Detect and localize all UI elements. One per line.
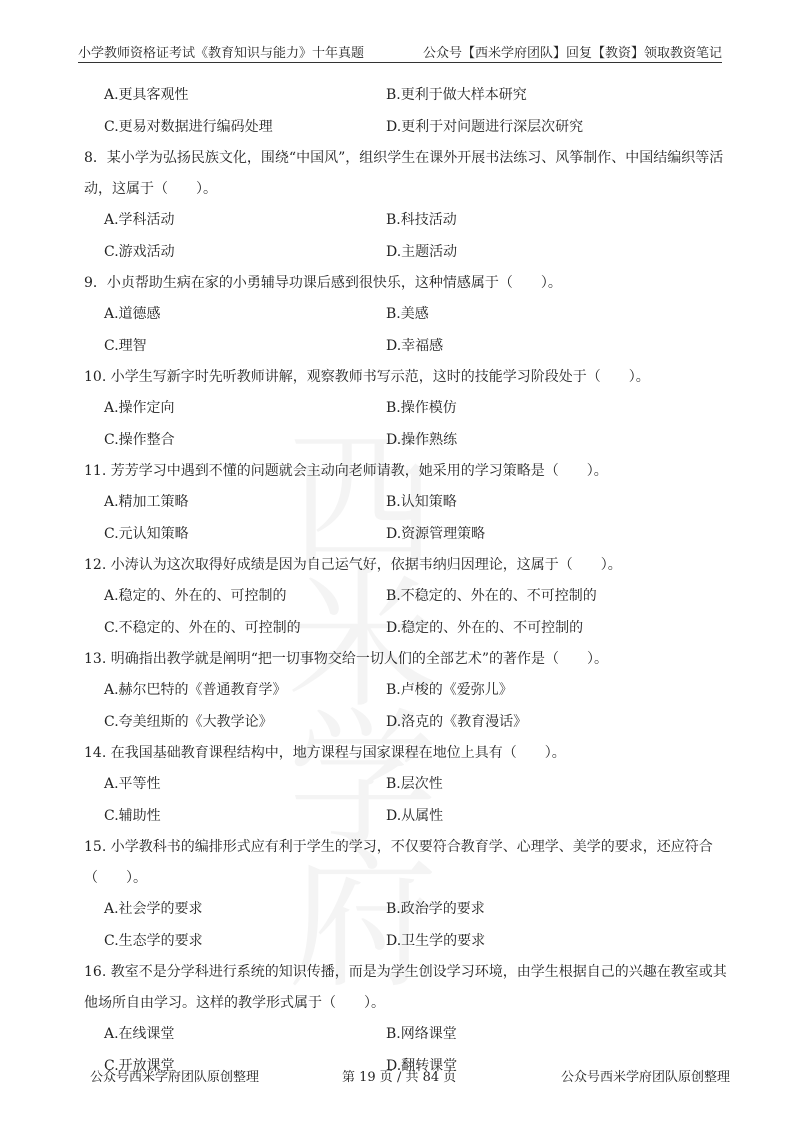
answer-option: A.平等性 (104, 776, 161, 792)
header-promo: 公众号【西米学府团队】回复【教资】领取教资笔记 (422, 46, 722, 61)
answer-option: D.洛克的《教育漫话》 (386, 713, 528, 730)
question-stem: 13. 明确指出教学就是阐明“把一切事物交给一切人们的全部艺术”的著作是（ ）。 (84, 651, 609, 667)
question-stem: 9．小贞帮助生病在家的小勇辅导功课后感到很快乐，这种情感属于（ ）。 (84, 275, 562, 291)
answer-option: B.更利于做大样本研究 (386, 87, 527, 103)
question-list (84, 80, 734, 1082)
option-grid (104, 769, 734, 832)
page-footer (90, 1066, 730, 1086)
answer-option: A.社会学的要求 (104, 901, 203, 917)
option-grid (104, 581, 734, 644)
answer-option: A.稳定的、外在的、可控制的 (104, 588, 287, 604)
answer-option: B.科技活动 (386, 212, 457, 228)
answer-option: B.认知策略 (386, 494, 457, 510)
answer-option: C.理智 (104, 337, 147, 354)
answer-option: D.更利于对问题进行深层次研究 (386, 118, 584, 135)
answer-option: A.在线课堂 (104, 1026, 175, 1042)
question-item (84, 644, 734, 738)
answer-option: B.政治学的要求 (386, 901, 485, 917)
footer-right: 公众号西米学府团队原创整理 (560, 1070, 730, 1085)
answer-option: D.稳定的、外在的、不可控制的 (386, 619, 584, 636)
answer-option: D.操作熟练 (386, 431, 458, 448)
answer-option: C.更易对数据进行编码处理 (104, 118, 273, 135)
question-item (84, 738, 734, 832)
answer-option: B.卢梭的《爱弥儿》 (386, 682, 513, 698)
page-header (78, 38, 722, 63)
question-stem: 16. 教室不是分学科进行系统的知识传播，而是为学生创设学习环境，由学生根据自己的兴趣在教室或其他场所自由学习。这样的教学形式属于（ ）。 (84, 964, 727, 1011)
answer-option: D.资源管理策略 (386, 525, 486, 542)
question-item (84, 550, 734, 644)
question-stem: 12. 小涛认为这次取得好成绩是因为自己运气好，依据韦纳归因理论，这属于（ ）。 (84, 557, 622, 573)
answer-option: C.游戏活动 (104, 243, 175, 260)
question-item (84, 832, 734, 957)
question-item (84, 362, 734, 456)
answer-option: C.操作整合 (104, 431, 175, 448)
answer-option: D.主题活动 (386, 243, 458, 260)
question-item (84, 456, 734, 550)
answer-option: B.不稳定的、外在的、不可控制的 (386, 588, 597, 604)
answer-option: A.道德感 (104, 306, 161, 322)
answer-option: B.网络课堂 (386, 1026, 457, 1042)
option-grid (104, 894, 734, 957)
answer-option: D.卫生学的要求 (386, 932, 486, 949)
option-grid (104, 487, 734, 550)
answer-option: A.操作定向 (104, 400, 175, 416)
question-item (84, 957, 734, 1082)
answer-option: D.从属性 (386, 807, 444, 824)
answer-option: A.学科活动 (104, 212, 175, 228)
option-grid (104, 393, 734, 456)
answer-option: D.翻转课堂 (386, 1057, 458, 1074)
question-stem: 11. 芳芳学习中遇到不懂的问题就会主动向老师请教，她采用的学习策略是（ ）。 (84, 463, 608, 479)
answer-option: C.元认知策略 (104, 525, 189, 542)
answer-option: A.更具客观性 (104, 87, 189, 103)
question-item (84, 143, 734, 268)
option-grid (104, 205, 734, 268)
answer-option: C.开放课堂 (104, 1057, 175, 1074)
option-grid (104, 675, 734, 738)
answer-option: B.美感 (386, 306, 429, 322)
answer-option: B.层次性 (386, 776, 443, 792)
question-item (84, 80, 734, 143)
question-stem: 15. 小学教科书的编排形式应有利于学生的学习，不仅要符合教育学、心理学、美学的要求，还应符合（ ）。 (84, 839, 713, 886)
question-item (84, 268, 734, 362)
answer-option: A.精加工策略 (104, 494, 189, 510)
option-grid (104, 80, 734, 143)
answer-option: C.不稳定的、外在的、可控制的 (104, 619, 301, 636)
header-title: 小学教师资格证考试《教育知识与能力》十年真题 (78, 46, 365, 61)
answer-option: C.夸美纽斯的《大教学论》 (104, 713, 273, 730)
option-grid (104, 299, 734, 362)
answer-option: A.赫尔巴特的《普通教育学》 (104, 682, 287, 698)
answer-option: D.幸福感 (386, 337, 444, 354)
question-stem: 10. 小学生写新字时先听教师讲解，观察教师书写示范，这时的技能学习阶段处于（ ）。 (84, 369, 650, 385)
answer-option: C.生态学的要求 (104, 932, 203, 949)
answer-option: B.操作模仿 (386, 400, 457, 416)
footer-left: 公众号西米学府团队原创整理 (90, 1070, 260, 1085)
question-stem: 14. 在我国基础教育课程结构中，地方课程与国家课程在地位上具有（ ）。 (84, 745, 566, 761)
question-stem: 8．某小学为弘扬民族文化，围绕“中国风”，组织学生在课外开展书法练习、风筝制作、中国结编织等活动，这属于（ ）。 (84, 150, 724, 197)
page-number: 第 19 页 / 共 84 页 (342, 1070, 457, 1085)
answer-option: C.辅助性 (104, 807, 161, 824)
